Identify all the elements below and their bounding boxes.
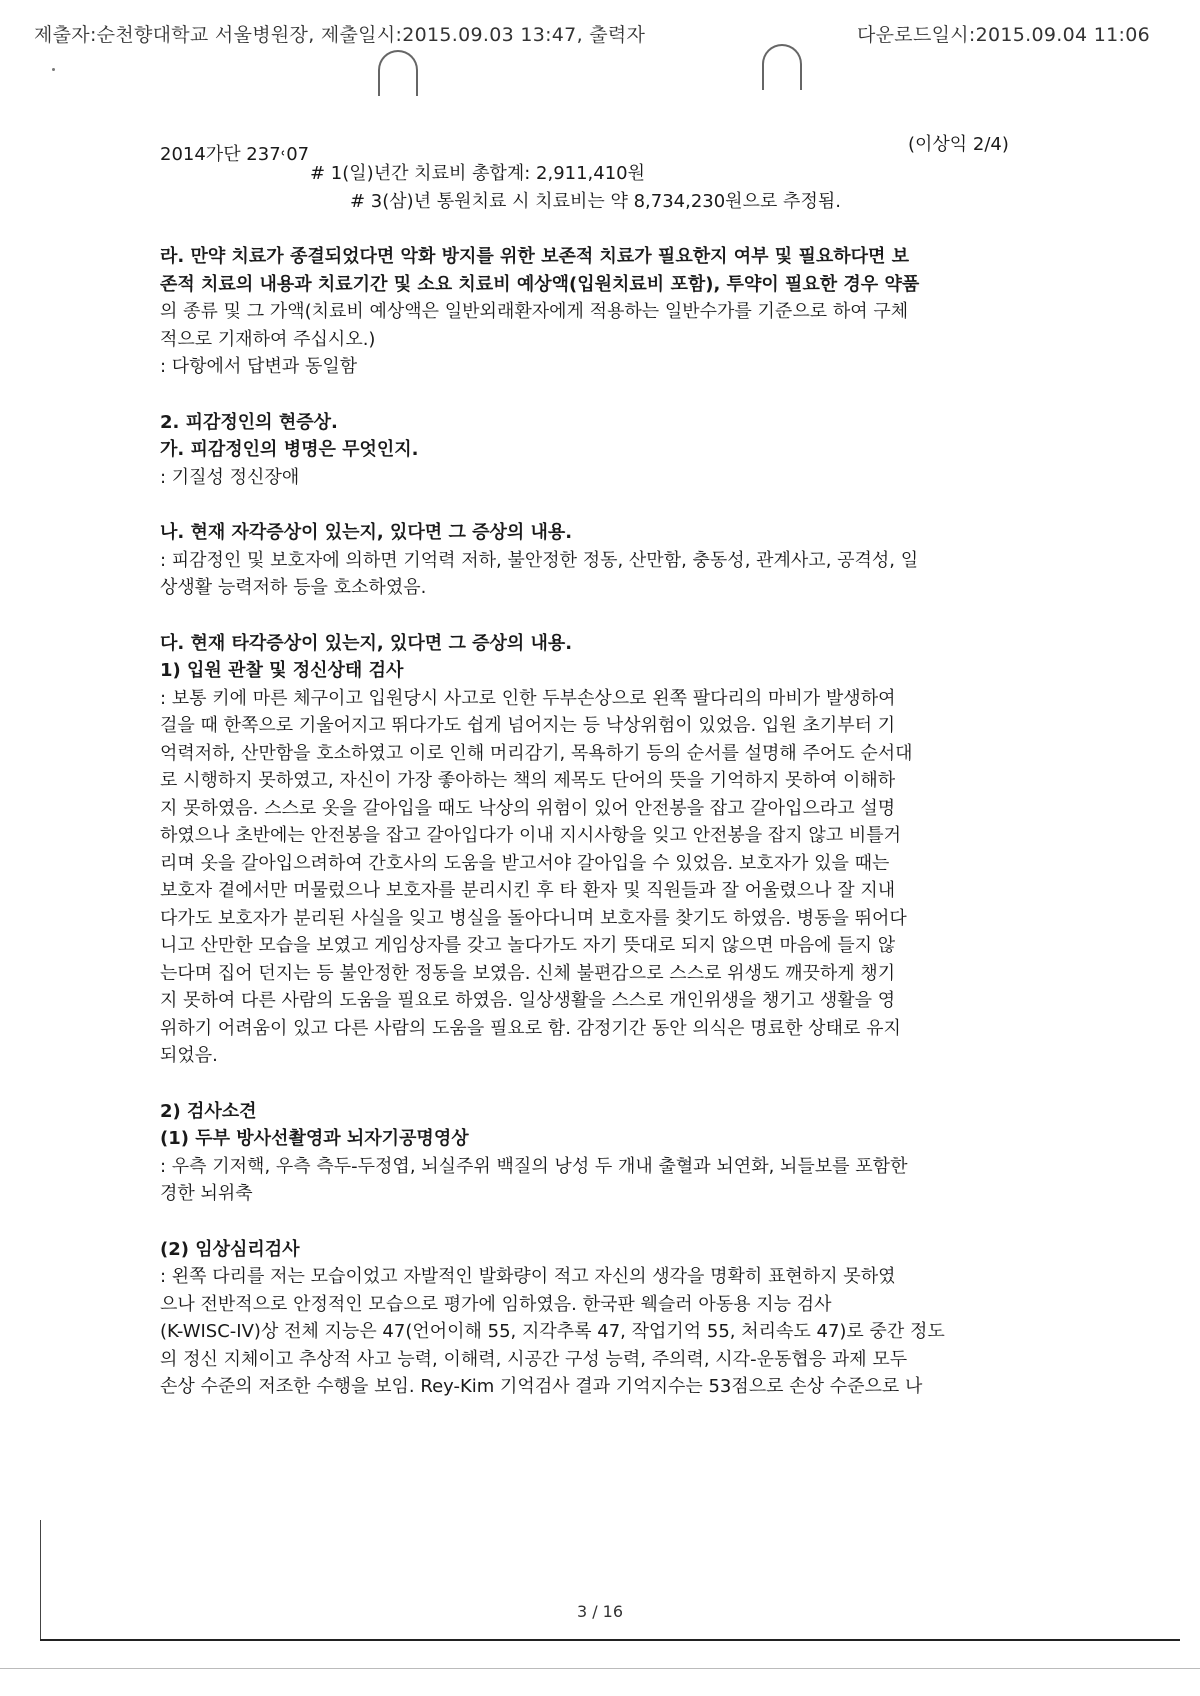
body-text-line: 보호자 곁에서만 머물렀으나 보호자를 분리시킨 후 타 환자 및 직원들과 잘 어울렸으나 잘 지내 [160,880,896,901]
section-heading-line: 다. 현재 타각증상이 있는지, 있다면 그 증상의 내용. [160,632,573,654]
body-text-line: 걸을 때 한쪽으로 기울어지고 뛰다가도 쉽게 넘어지는 등 낙상위험이 있었음. 입원 초기부터 기 [160,715,896,736]
section-heading-line: 2) 검사소견 [160,1100,257,1122]
spacer [160,1208,1052,1236]
scan-edge-line [0,1668,1200,1669]
scan-mark-arc [378,50,418,96]
body-text-line: 하였으나 초반에는 안전봉을 잡고 갈아입다가 이내 지시사항을 잊고 안전봉을 잡지 않고 비틀거 [160,825,902,846]
page-border-left [40,1520,41,1640]
body-text-line: 지 못하였음. 스스로 옷을 갈아입을 때도 낙상의 위험이 있어 안전봉을 잡고 갈아입으라고 설명 [160,797,896,819]
body-text-line: 는다며 집어 던지는 등 불안정한 정동을 보였음. 신체 불편감으로 스스로 위생도 깨끗하게 챙기 [160,962,896,984]
section-heading-line: 2. 피감정인의 현증상. [160,411,338,433]
body-text-line: 리며 옷을 갈아입으려하여 간호사의 도움을 받고서야 갈아입을 수 있었음. 보호자가 있을 때는 [160,852,890,874]
body-text-line: 니고 산만한 모습을 보였고 게임상자를 갖고 놀다가도 자기 뜻대로 되지 않으면 마음에 들지 않 [160,935,896,956]
section-heading-line: 나. 현재 자각증상이 있는지, 있다면 그 증상의 내용. [160,522,573,543]
section-heading-line: 존적 치료의 내용과 치료기간 및 소요 치료비 예상액(입원치료비 포함), 투약이 필요한 경우 약품 [160,273,920,295]
body-text-line: 다가도 보호자가 분리된 사실을 잊고 병실을 돌아다니며 보호자를 찾기도 하였음. 병동을 뛰어다 [160,907,907,929]
fax-header [34,20,1166,54]
body-text-line: 위하기 어려움이 있고 다른 사람의 도움을 필요로 함. 감정기간 동안 의식은 명료한 상태로 유지 [160,1017,901,1039]
fax-header-download-time: 다운로드일시:2015.09.04 11:06 [856,24,1150,46]
body-text-line: # 3(삼)년 통원치료 시 치료비는 약 8,734,230원으로 추정됨. [350,190,841,212]
spacer [160,215,1052,243]
body-text-line: 로 시행하지 못하였고, 자신이 가장 좋아하는 책의 제목도 단어의 뜻을 기억하지 못하여 이해하 [160,770,896,791]
fax-header-submitter: 제출자:순천향대학교 서울병원장, 제출일시:2015.09.03 13:47, 출력자 [34,24,646,46]
body-text-line: # 1(일)년간 치료비 총합계: 2,911,410원 [310,163,646,184]
body-text-line: : 다항에서 답변과 동일함 [160,356,358,377]
section-heading-line: 1) 입원 관찰 및 정신상태 검사 [160,660,404,681]
body-text-line: 의 종류 및 그 가액(치료비 예상액은 일반외래환자에게 적용하는 일반수가를 기준으로 하여 구체 [160,301,909,322]
body-text-line: : 보통 키에 마른 체구이고 입원당시 사고로 인한 두부손상으로 왼쪽 팔다리의 마비가 발생하여 [160,687,896,709]
body-text-line: 상생활 능력저하 등을 호소하였음. [160,577,427,598]
body-text-line: 되었음. [160,1045,218,1066]
body-text-line: (K-WISC-IV)상 전체 지능은 47(언어이해 55, 지각추록 47, 작업기억 55, 처리속도 47)로 중간 정도 [160,1321,945,1342]
body-text-line: 억력저하, 산만함을 호소하였고 이로 인해 머리감기, 목욕하기 등의 순서를 설명해 주어도 순서대 [160,742,913,764]
page-number: 3 / 16 [576,1602,624,1621]
scan-speck [52,68,55,71]
section-heading-line: (1) 두부 방사선촬영과 뇌자기공명영상 [160,1128,469,1149]
section-heading-line: 가. 피감정인의 병명은 무엇인지. [160,439,419,460]
document-body [160,160,1052,1401]
body-text-line: : 왼쪽 다리를 저는 모습이었고 자발적인 발화량이 적고 자신의 생각을 명확히 표현하지 못하였 [160,1266,896,1287]
body-text-line: : 기질성 정신장애 [160,466,300,488]
section-heading-line: (2) 임상심리검사 [160,1238,300,1260]
spacer [160,491,1052,519]
page-bottom-rule [40,1639,1180,1641]
body-text-line: 경한 뇌위축 [160,1183,253,1204]
body-text-line: 의 정신 지체이고 추상적 사고 능력, 이해력, 시공간 구성 능력, 주의력, 시각-운동협응 과제 모두 [160,1348,908,1370]
body-text-line: 지 못하여 다른 사람의 도움을 필요로 하였음. 일상생활을 스스로 개인위생을 챙기고 생활을 영 [160,990,896,1011]
body-text-line: 으나 전반적으로 안정적인 모습으로 평가에 임하였음. 한국판 웩슬러 아동용 지능 검사 [160,1293,832,1315]
body-text-line: 손상 수준의 저조한 수행을 보임. Rey-Kim 기억검사 결과 기억지수는 53점으로 손상 수준으로 나 [160,1376,923,1397]
spacer [160,381,1052,409]
scan-mark-arc [762,44,802,90]
body-text-line: : 피감정인 및 보호자에 의하면 기억력 저하, 불안정한 정동, 산만함, 충동성, 관계사고, 공격성, 일 [160,549,919,571]
case-number: 2014가단 237˓07 [160,144,310,165]
spacer [160,602,1052,630]
body-text-line: : 우측 기저핵, 우측 측두-두정엽, 뇌실주위 백질의 낭성 두 개내 출혈과 뇌연화, 뇌들보를 포함한 [160,1155,908,1177]
spacer [160,1070,1052,1098]
section-heading-line: 라. 만약 치료가 종결되었다면 악화 방지를 위한 보존적 치료가 필요한지 여부 및 필요하다면 보 [160,246,910,267]
page-reference: (이상익 2/4) [908,134,1009,155]
body-text-line: 적으로 기재하여 주십시오.) [160,328,376,350]
